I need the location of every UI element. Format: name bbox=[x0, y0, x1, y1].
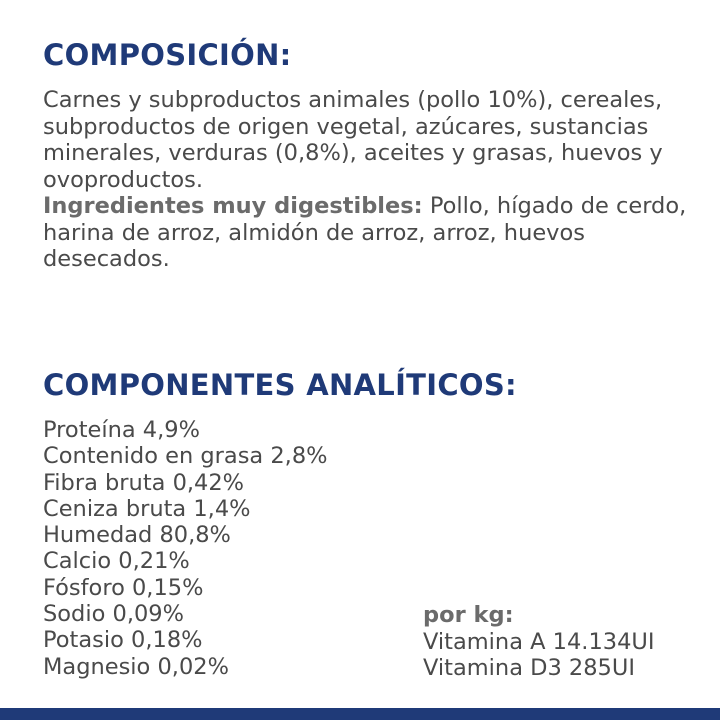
vitamin-a: Vitamina A 14.134UI bbox=[423, 628, 655, 655]
page-content bbox=[43, 0, 720, 720]
composition-text: Carnes y subproductos animales (pollo 10%), cereales, subproductos de origen vegetal, azúcares, sustancias minerales, verduras (0,8%), aceites y grasas, huevos y ovoproductos. bbox=[43, 87, 663, 193]
analysis-item-fat: Contenido en grasa 2,8% bbox=[43, 443, 328, 470]
analysis-item-potassium: Potasio 0,18% bbox=[43, 627, 203, 654]
vitamins-block bbox=[423, 602, 655, 682]
analysis-list bbox=[43, 417, 328, 680]
analysis-item-moisture: Humedad 80,8% bbox=[43, 522, 231, 549]
analysis-item-calcium: Calcio 0,21% bbox=[43, 548, 190, 575]
analysis-item-sodium: Sodio 0,09% bbox=[43, 601, 184, 628]
components-title: COMPONENTES ANALÍTICOS: bbox=[43, 368, 517, 402]
composition-block bbox=[43, 87, 703, 273]
analysis-item-magnesium: Magnesio 0,02% bbox=[43, 653, 229, 680]
composition-title: COMPOSICIÓN: bbox=[43, 38, 292, 72]
analysis-item-phosphorus: Fósforo 0,15% bbox=[43, 574, 204, 601]
digestible-text: Pollo, hígado de cerdo, harina de arroz, almidón de arroz, arroz, huevos desecados. bbox=[43, 193, 687, 272]
analysis-item-fiber: Fibra bruta 0,42% bbox=[43, 469, 245, 496]
analysis-item-ash: Ceniza bruta 1,4% bbox=[43, 495, 251, 522]
footer-bar bbox=[0, 708, 720, 720]
vitamins-heading: por kg: bbox=[423, 602, 514, 628]
digestible-label: Ingredientes muy digestibles: bbox=[43, 193, 423, 219]
digestible-ingredients bbox=[43, 193, 703, 273]
vitamin-d3: Vitamina D3 285UI bbox=[423, 655, 635, 681]
analysis-item-protein: Proteína 4,9% bbox=[43, 417, 200, 443]
